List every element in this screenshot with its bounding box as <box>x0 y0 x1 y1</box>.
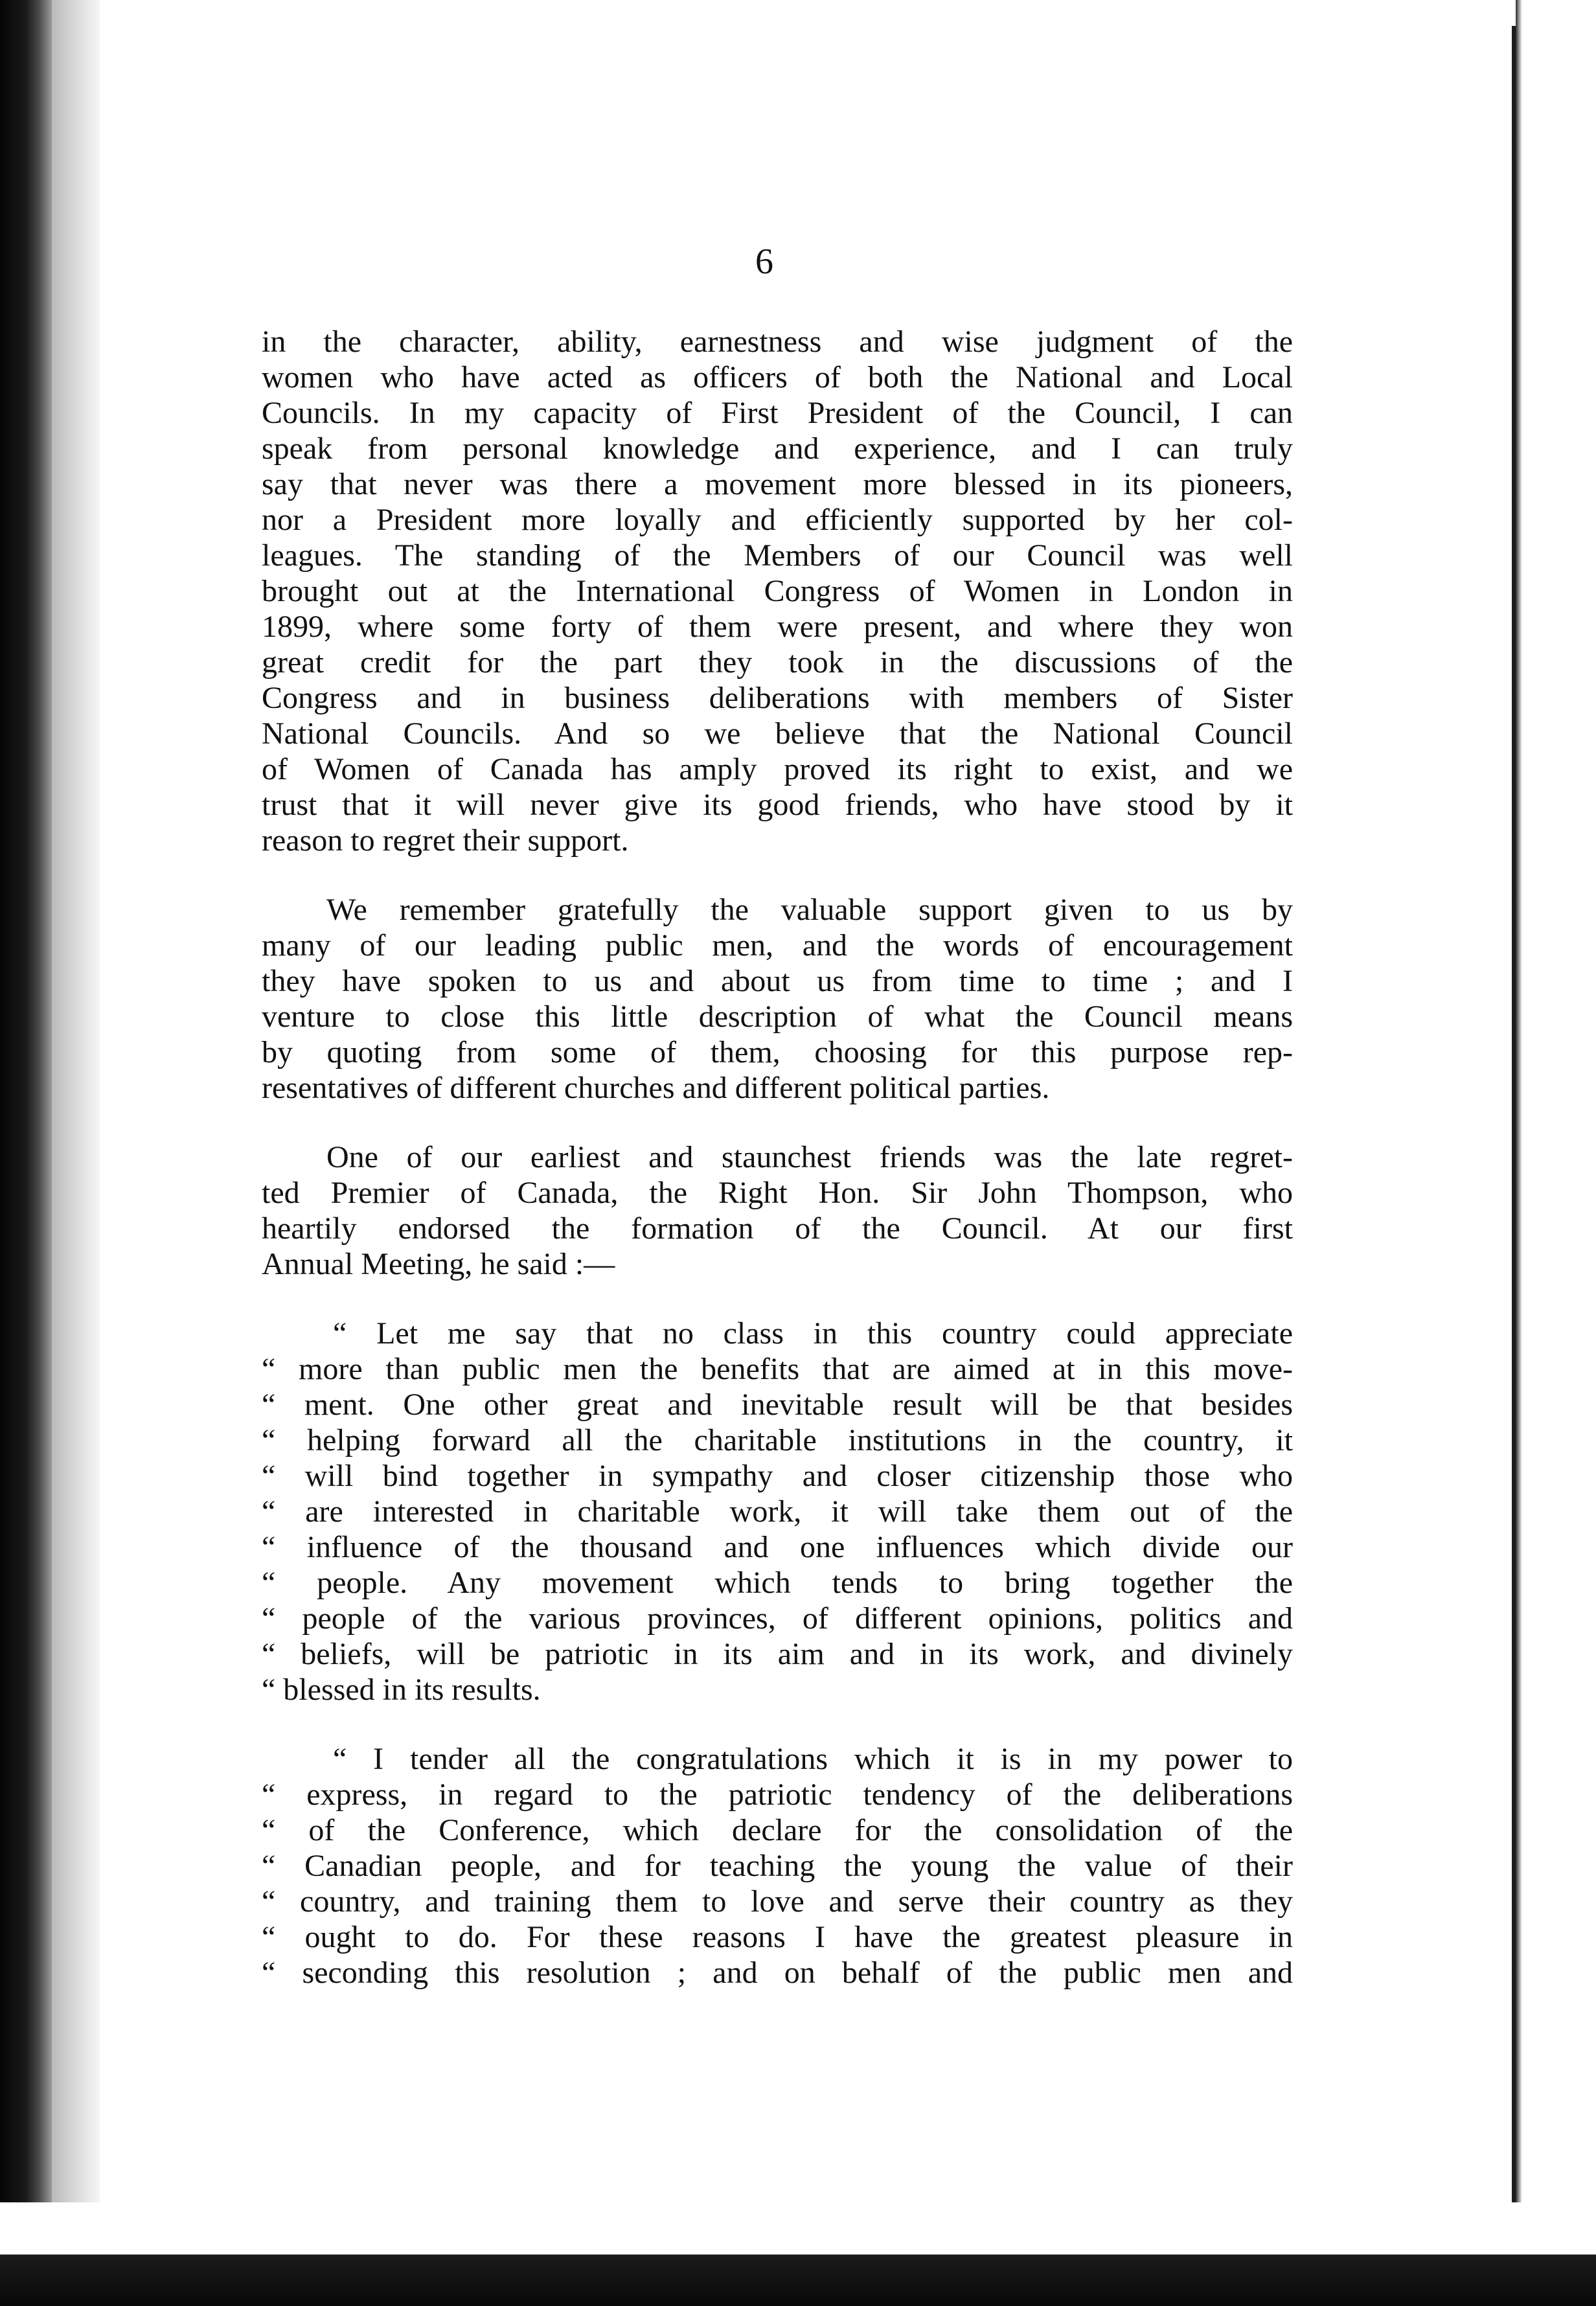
body-text <box>262 324 1293 2024</box>
text-line: “ people. Any movement which tends to bring together the <box>262 1566 1293 1600</box>
text-line: Councils. In my capacity of First President of the Council, I can <box>262 396 1293 430</box>
text-line: of Women of Canada has amply proved its right to exist, and we <box>262 752 1293 786</box>
text-line: ted Premier of Canada, the Right Hon. Sir John Thompson, who <box>262 1176 1293 1210</box>
text-line: “ ment. One other great and inevitable result will be that besides <box>262 1387 1293 1422</box>
text-line: Annual Meeting, he said :— <box>262 1247 615 1281</box>
text-line: “ blessed in its results. <box>262 1672 541 1707</box>
text-line: brought out at the International Congress of Women in London in <box>262 574 1293 608</box>
text-line: “ seconding this resolution ; and on behalf of the public men and <box>262 1956 1293 1990</box>
paragraph-thompson <box>262 1139 1293 1282</box>
text-line: “ Let me say that no class in this country could appreciate <box>333 1316 1293 1351</box>
text-line: many of our leading public men, and the words of encouragement <box>262 928 1293 963</box>
text-line: leagues. The standing of the Members of our Council was well <box>262 538 1293 573</box>
text-line: reason to regret their support. <box>262 823 629 858</box>
text-line: say that never was there a movement more blessed in its pioneers, <box>262 467 1293 501</box>
text-line: 1899, where some forty of them were present, and where they won <box>262 610 1293 644</box>
text-line: trust that it will never give its good friends, who have stood by it <box>262 788 1293 822</box>
text-line: “ will bind together in sympathy and closer citizenship those who <box>262 1459 1293 1493</box>
text-line: One of our earliest and staunchest friends was the late regret- <box>326 1140 1293 1174</box>
text-line: “ influence of the thousand and one influences which divide our <box>262 1530 1293 1564</box>
text-line: great credit for the part they took in the discussions of the <box>262 645 1293 679</box>
text-line: “ I tender all the congratulations which it is in my power to <box>333 1742 1293 1776</box>
text-line: “ ought to do. For these reasons I have the greatest pleasure in <box>262 1920 1293 1954</box>
text-line: “ of the Conference, which declare for the consolidation of the <box>262 1813 1293 1847</box>
book-spine-shadow <box>0 0 52 2306</box>
text-line: they have spoken to us and about us from time to time ; and I <box>262 964 1293 998</box>
paragraph-remember <box>262 892 1293 1106</box>
text-line: Congress and in business deliberations with members of Sister <box>262 681 1293 715</box>
text-line: “ beliefs, will be patriotic in its aim and in its work, and divinely <box>262 1637 1293 1671</box>
text-line: by quoting from some of them, choosing for this purpose rep- <box>262 1035 1293 1069</box>
scan-bottom-border <box>0 2202 1596 2306</box>
text-line: speak from personal knowledge and experience, and I can truly <box>262 431 1293 466</box>
text-line: resentatives of different churches and different political parties. <box>262 1071 1050 1105</box>
text-line: We remember gratefully the valuable support given to us by <box>326 893 1293 927</box>
paragraph-continuation <box>262 324 1293 858</box>
next-page-margin <box>1516 0 1596 2306</box>
text-line: National Councils. And so we believe that the National Council <box>262 716 1293 751</box>
text-line: “ country, and training them to love and serve their country as they <box>262 1884 1293 1919</box>
page-gutter-shadow <box>52 0 100 2202</box>
quotation-paragraph-2 <box>262 1741 1293 1991</box>
text-line: nor a President more loyally and efficiently supported by her col- <box>262 503 1293 537</box>
text-line: “ express, in regard to the patriotic tendency of the deliberations <box>262 1777 1293 1812</box>
text-line: “ more than public men the benefits that are aimed at in this move- <box>262 1352 1293 1386</box>
text-line: “ Canadian people, and for teaching the young the value of their <box>262 1849 1293 1883</box>
text-line: “ are interested in charitable work, it will take them out of the <box>262 1494 1293 1529</box>
text-line: venture to close this little description of what the Council means <box>262 999 1293 1034</box>
quotation-paragraph-1 <box>262 1316 1293 1707</box>
text-line: women who have acted as officers of both the National and Local <box>262 360 1293 394</box>
text-line: heartily endorsed the formation of the Council. At our first <box>262 1211 1293 1246</box>
page-number: 6 <box>755 242 773 282</box>
text-line: “ helping forward all the charitable institutions in the country, it <box>262 1423 1293 1457</box>
text-line: in the character, ability, earnestness and wise judgment of the <box>262 325 1293 359</box>
text-line: “ people of the various provinces, of different opinions, politics and <box>262 1601 1293 1636</box>
